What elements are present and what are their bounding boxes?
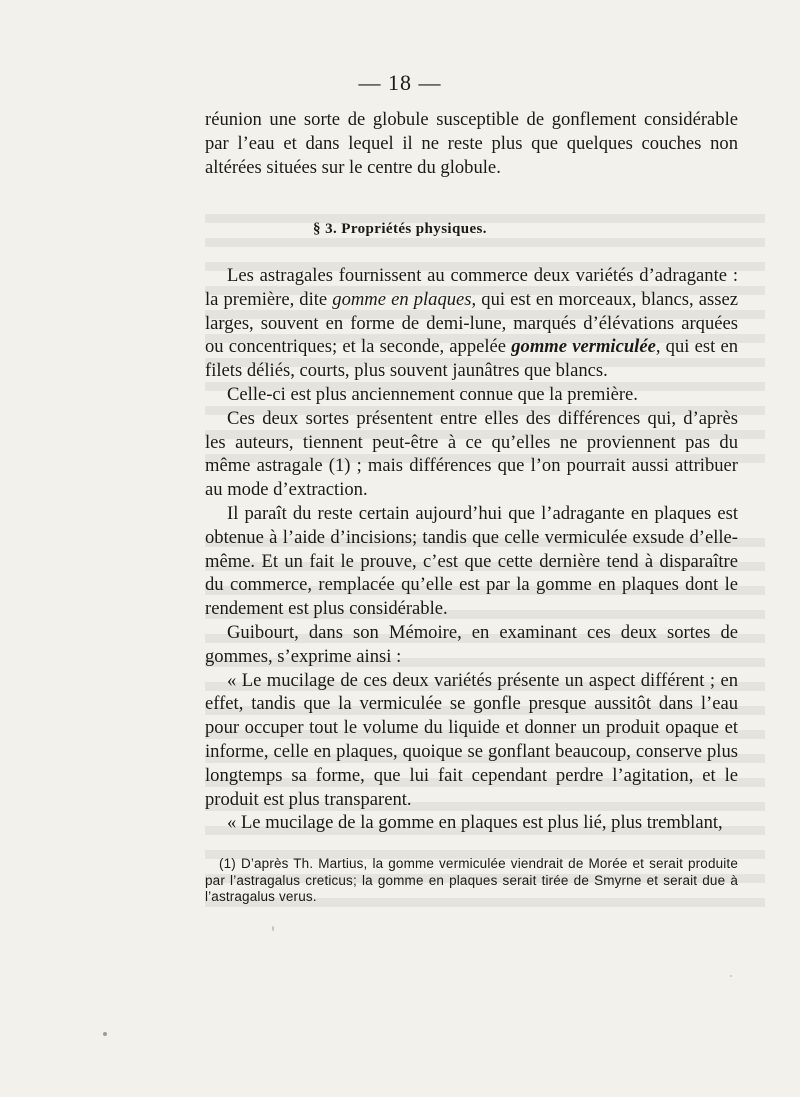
section-heading: § 3. Propriétés physiques. <box>313 221 487 237</box>
paragraph-varieties-part: , qui est en filets déliés, courts, plus souvent jaunâtres que blancs. <box>205 336 738 382</box>
paragraph: Celle-ci est plus anciennement connue que la première. <box>227 383 638 405</box>
paragraph-varieties-part: , qui est en morceaux, blancs, assez larges, souvent en forme de demi-lune, marqués d’élévations arquées ou concentriques; et la seconde, appelée <box>205 288 738 358</box>
paper-speck <box>730 975 732 977</box>
paragraph: Il paraît du reste certain aujourd’hui que l’adragante en plaques est obtenue à l’aide d’incisions; tandis que celle vermiculée exsude d’elle-même. Et un fait le prouve, c’est que cette dernière tend à disparaître du commerce, remplacée qu’elle est par la gomme en plaques dont le rendement est plus considérable. <box>205 502 738 620</box>
gomme-vermiculee-term: gomme vermiculée <box>511 336 656 358</box>
footnote <box>205 856 738 906</box>
gomme-en-plaques-term: gomme en plaques <box>332 288 472 310</box>
paper-speck <box>272 926 274 931</box>
paragraph: Guibourt, dans son Mémoire, en examinant ces deux sortes de gommes, s’exprime ainsi : <box>205 621 738 667</box>
paragraph-varieties <box>205 264 738 383</box>
paragraph-varieties-part: Les astragales fournissent au commerce deux variétés d’adragante : la première, dite <box>205 265 738 310</box>
body-text <box>205 264 738 835</box>
footnote-text: (1) D’après Th. Martius, la gomme vermiculée viendrait de Morée et serait produite par l’astragalus creticus; la gomme en plaques serait tirée de Smyrne et serait due à l’astragalus verus. <box>205 856 738 904</box>
paragraph: « Le mucilage de ces deux variétés présente un aspect différent ; en effet, tandis que la vermiculée se gonfle presque aussitôt dans l’eau pour occuper tout le volume du liquide et donner un produit opaque et informe, celle en plaques, quoique se gonflant beaucoup, conserve plus longtemps sa forme, que lui fait cependant perdre l’agitation, et le produit est plus transparent. <box>205 669 738 810</box>
lead-paragraph <box>205 108 738 179</box>
page-number: — 18 — <box>358 70 442 95</box>
paragraph: Ces deux sortes présentent entre elles des différences qui, d’après les auteurs, tiennent peut-être à ce qu’elles ne proviennent pas du même astragale (1) ; mais différences que l’on pourrait aussi attribuer au mode d’extraction. <box>205 407 738 501</box>
paper-speck <box>103 1032 107 1036</box>
lead-paragraph-text: réunion une sorte de globule susceptible de gonflement considérable par l’eau et dans lequel il ne reste plus que quelques couches non altérées situées sur le centre du globule. <box>205 109 738 178</box>
paragraph: « Le mucilage de la gomme en plaques est plus lié, plus tremblant, <box>227 812 723 834</box>
